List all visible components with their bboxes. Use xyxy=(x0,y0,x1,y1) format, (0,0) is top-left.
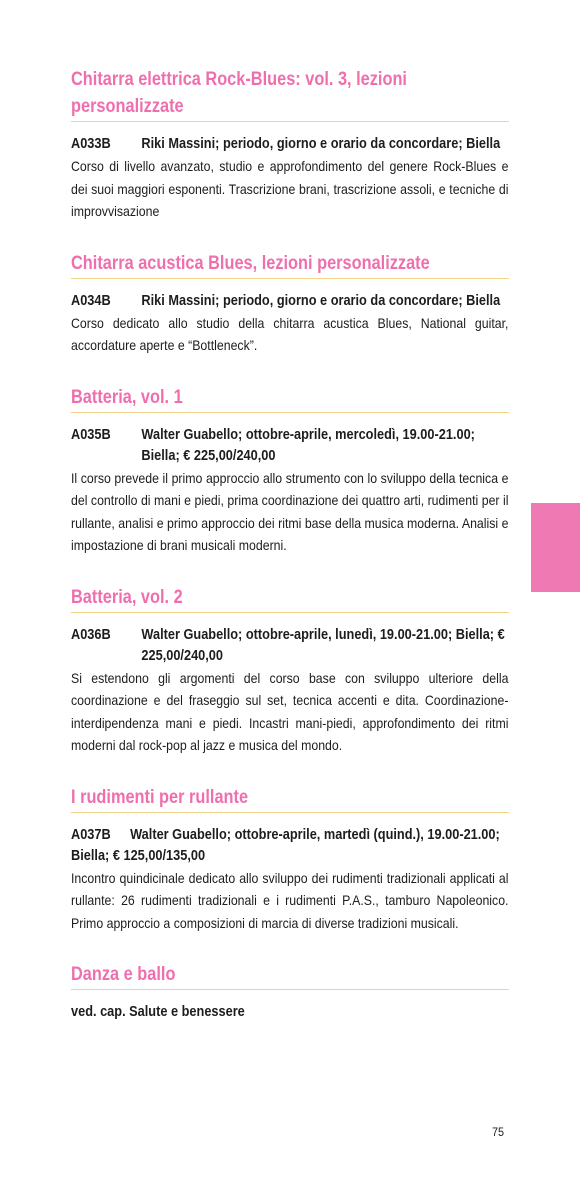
reference-text: ved. cap. Salute e benessere xyxy=(71,1004,245,1020)
course-code: A037B xyxy=(71,826,111,843)
course-entry xyxy=(71,134,507,155)
course-code: A035B xyxy=(71,426,111,443)
course-description: Si estendono gli argomenti del corso base con sviluppo ulteriore della coordinazione e del fraseggio sul set, tecnica accenti e dita. Coordinazione-interdipendenza mani e piedi. Incastri mani-piedi, approfondimento dei ritmi moderni dal rock-pop al jazz e musica del mondo. xyxy=(71,669,509,753)
course-entry xyxy=(71,825,507,867)
course-details: Walter Guabello; ottobre-aprile, martedì (quind.), 19.00-21.00; Biella; € 125,00/135,00 xyxy=(71,826,500,864)
course-description: Corso dedicato allo studio della chitarra acustica Blues, National guitar, accordature aperte e “Bottleneck”. xyxy=(71,314,509,353)
section-divider xyxy=(71,612,509,613)
course-entry xyxy=(71,625,507,667)
course-description: Incontro quindicinale dedicato allo sviluppo dei rudimenti tradizionali applicati al rullante: 26 rudimenti tradizionali e i rudimenti P.A.S., tamburo Napoleonico. Primo approccio a composizioni di marcia di diverse tradizioni musicali. xyxy=(71,869,509,931)
course-listing xyxy=(71,66,509,1050)
course-section xyxy=(71,784,509,935)
section-title: I rudimenti per rullante xyxy=(71,786,249,808)
course-description: Corso di livello avanzato, studio e approfondimento del genere Rock-Blues e dei suoi maggiori esponenti. Trascrizione brani, trascrizione assoli, e tecniche di improvvisazione xyxy=(71,158,509,219)
section-divider xyxy=(71,812,509,813)
section-divider xyxy=(71,121,509,122)
course-section xyxy=(71,66,509,223)
section-title: Chitarra acustica Blues, lezioni personalizzate xyxy=(71,252,430,274)
section-title: Danza e ballo xyxy=(71,964,176,985)
course-entry xyxy=(71,425,507,467)
course-section xyxy=(71,961,509,1023)
course-description: Il corso prevede il primo approccio allo strumento con lo sviluppo della tecnica e del controllo di mani e piedi, prima coordinazione dei quattro arti, rudimenti per il rullante, analisi e primo approccio dei ritmi base della musica moderna. Analisi e impostazione di brani musicali moderni. xyxy=(71,469,509,553)
section-title: Chitarra elettrica Rock-Blues: vol. 3, lezioni personalizzate xyxy=(71,69,407,117)
course-section xyxy=(71,250,509,357)
section-title: Batteria, vol. 1 xyxy=(71,386,183,408)
course-details: Riki Massini; periodo, giorno e orario da concordare; Biella xyxy=(141,136,501,152)
section-divider xyxy=(71,989,509,990)
course-code: A034B xyxy=(71,292,111,309)
course-section xyxy=(71,584,509,757)
course-code: A033B xyxy=(71,136,111,152)
course-entry xyxy=(71,291,507,312)
course-section xyxy=(71,384,509,557)
course-details: Riki Massini; periodo, giorno e orario da concordare; Biella xyxy=(141,292,501,309)
course-details: Walter Guabello; ottobre-aprile, mercoledì, 19.00-21.00; Biella; € 225,00/240,00 xyxy=(141,426,475,464)
section-title: Batteria, vol. 2 xyxy=(71,586,183,608)
chapter-tab xyxy=(531,503,580,592)
course-code: A036B xyxy=(71,626,111,643)
page-number: 75 xyxy=(492,1125,505,1139)
cross-reference xyxy=(71,1002,507,1023)
section-divider xyxy=(71,412,509,413)
section-divider xyxy=(71,278,509,279)
course-details: Walter Guabello; ottobre-aprile, lunedì, 19.00-21.00; Biella; € 225,00/240,00 xyxy=(141,626,505,664)
